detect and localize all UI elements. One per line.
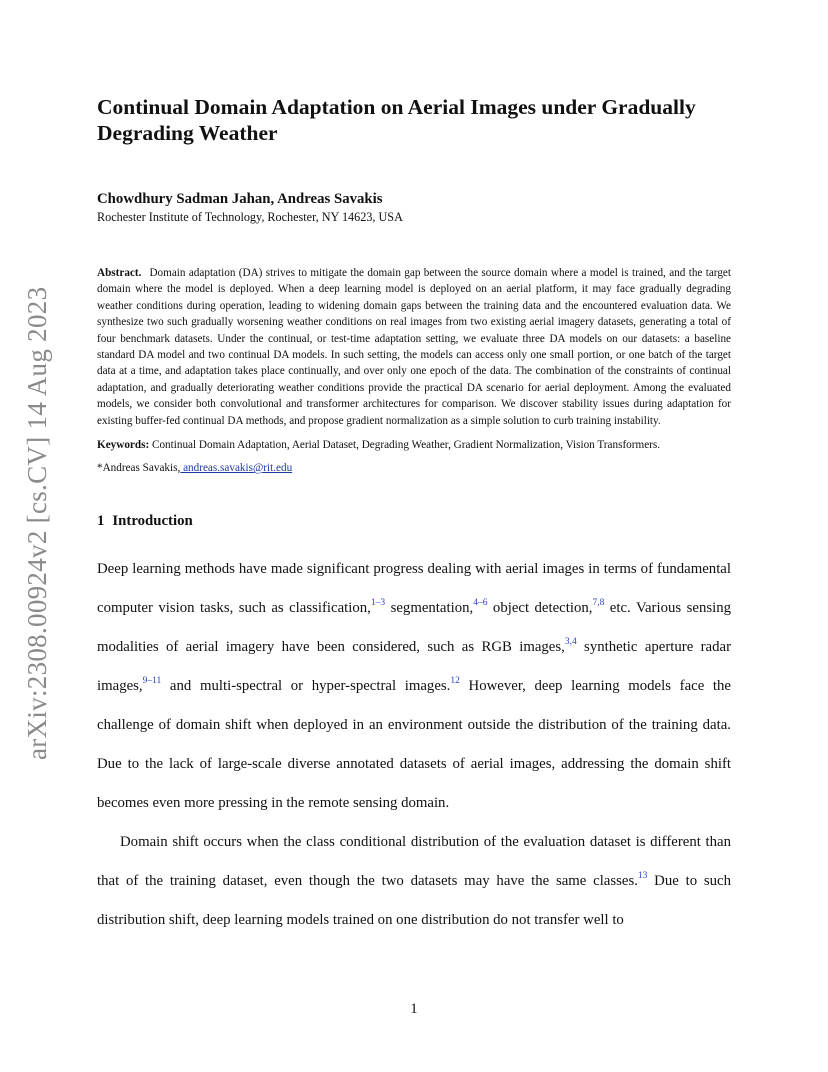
citation-link[interactable]: 1–3 [370, 598, 386, 609]
section-title: Introduction [112, 513, 193, 530]
text-run: Due to such distribution shift, deep learning models trained on one distribution do not transfer well to [97, 873, 731, 929]
keywords-label: Keywords: [97, 439, 150, 452]
body-text [97, 550, 731, 940]
correspondence [97, 460, 731, 476]
text-run: etc. Various sensing modalities of aerial imagery have been considered, such as RGB images, [97, 600, 732, 656]
email-link[interactable]: andreas.savakis@rit.edu [180, 462, 293, 475]
section-number: 1 [97, 513, 105, 530]
citation-link[interactable]: 13 [637, 871, 648, 882]
paper-content [97, 94, 731, 940]
citation-link[interactable]: 7,8 [592, 598, 605, 609]
text-run: segmentation, [385, 600, 474, 617]
page-number: 1 [410, 1001, 418, 1017]
keywords [97, 435, 731, 456]
arxiv-side-stamp: arXiv:2308.00924v2 [cs.CV] 14 Aug 2023 [22, 286, 52, 760]
text-run: Deep learning methods have made significant progress dealing with aerial images in terms of fundamental computer vision tasks, such as classification, [97, 561, 731, 617]
text-run: and multi-spectral or hyper-spectral images. [161, 678, 451, 695]
text-run: Domain shift occurs when the class conditional distribution of the evaluation dataset is different than that of the training dataset, even though the two datasets may have the same classes. [97, 834, 731, 890]
affiliation: Rochester Institute of Technology, Rochester, NY 14623, USA [97, 210, 403, 224]
abstract-label: Abstract. [97, 267, 142, 279]
citation-link[interactable]: 4–6 [473, 598, 488, 609]
keywords-text: Continual Domain Adaptation, Aerial Dataset, Degrading Weather, Gradient Normalization, Vision Transformers. [152, 439, 661, 452]
text-run: synthetic aperture radar images, [97, 639, 732, 695]
text-run: However, deep learning models face the challenge of domain shift when deployed in an environment outside the distribution of the training data. Due to the lack of large-scale diverse annotated datasets of aerial images, addressing the domain shift becomes even more pressing in the remote sensing domain. [97, 678, 731, 812]
paragraph [97, 823, 731, 940]
text-run: object detection, [487, 600, 593, 617]
citation-link[interactable]: 9–11 [142, 676, 162, 687]
paragraph [97, 550, 731, 823]
abstract-text: Domain adaptation (DA) strives to mitigate the domain gap between the source domain where a model is trained, and the target domain where the model is deployed. When a deep learning model is deployed on an aerial platform, it may face gradually degrading weather conditions during operation, leading to widening domain gaps between the training data and the encountered evaluation data. We synthesize two such gradually worsening weather conditions on real images from two existing aerial imagery datasets, generating a total of four benchmark datasets. Under the continual, or test-time adaptation setting, we evaluate three DA models on our datasets: a baseline standard DA model and two continual DA models. In such setting, the models can access only one small portion, or one batch of the target data at a time, and adaptation takes place continually, and over only one epoch of the data. The combination of the constraints of continual adaptation, and gradually deteriorating weather conditions provide the practical DA scenario for aerial deployment. Among the evaluated models, we consider both convolutional and transformer architectures for comparison. We discover stability issues during adaptation for existing buffer-fed continual DA methods, and propose gradient normalization as a simple solution to curb training instability. [97, 267, 731, 427]
section-heading [97, 512, 731, 530]
correspondence-name: *Andreas Savakis, [97, 462, 181, 475]
citation-link[interactable]: 12 [450, 676, 460, 687]
abstract [97, 265, 731, 429]
author-list: Chowdhury Sadman Jahan, Andreas Savakis [97, 191, 383, 207]
citation-link[interactable]: 3,4 [564, 637, 577, 648]
paper-title: Continual Domain Adaptation on Aerial Images under Gradually Degrading Weather [97, 95, 696, 145]
